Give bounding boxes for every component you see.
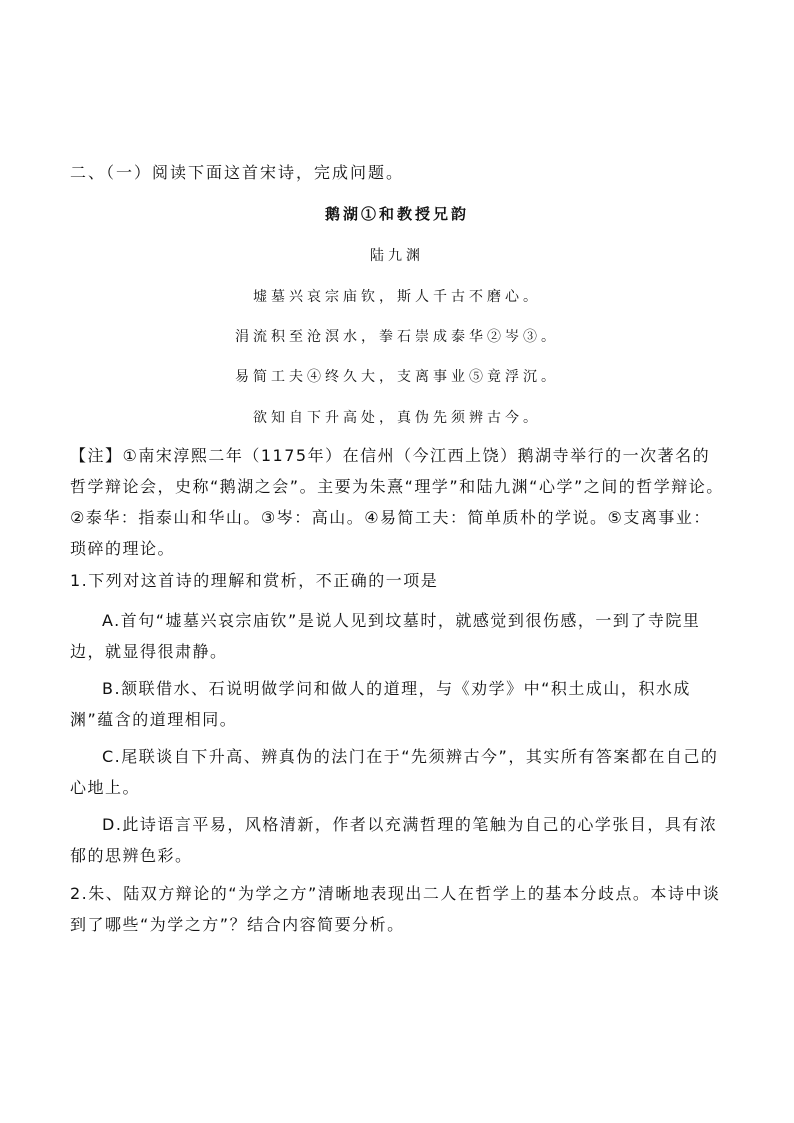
poem-line-4: 欲知自下升高处，真伪先须辨古今。 [253,410,541,426]
question-1-stem: 1.下列对这首诗的理解和赏析，不正确的一项是 [70,571,439,590]
poem-author: 陆九渊 [370,248,424,264]
poem-line-3: 易简工夫④终久大，支离事业⑤竟浮沉。 [235,369,559,385]
question-1-option-d: D.此诗语言平易，风格清新，作者以充满哲理的笔触为自己的心学张目，具有浓郁的思辨色彩。 [70,815,718,865]
annotation-note: 【注】①南宋淳熙二年（1175年）在信州（今江西上饶）鹅湖寺举行的一次著名的哲学辩论会，史称“鹅湖之会”。主要为朱熹“理学”和陆九渊“心学”之间的哲学辩论。②泰华：指泰山和华山。③岑：高山。④易简工夫：简单质朴的学说。⑤支离事业：琐碎的理论。 [70,446,724,558]
question-1-option-b: B.颔联借水、石说明做学问和做人的道理，与《劝学》中“积土成山，积水成渊”蕴含的道理相同。 [70,679,691,729]
section-heading: 二、（一）阅读下面这首宋诗，完成问题。 [70,163,405,182]
question-1-option-a: A.首句“墟墓兴哀宗庙钦”是说人见到坟墓时，就感觉到很伤感，一到了寺院里边，就显得很肃静。 [70,611,701,661]
poem-line-1: 墟墓兴哀宗庙钦，斯人千古不磨心。 [253,289,541,305]
poem-title: 鹅湖①和教授兄韵 [324,205,469,223]
poem-line-2: 涓流积至沧溟水，拳石崇成泰华②岑③。 [235,329,559,345]
question-1-option-c: C.尾联谈自下升高、辨真伪的法门在于“先须辨古今”，其实所有答案都在自己的心地上。 [70,747,719,797]
question-2-stem: 2.朱、陆双方辩论的“为学之方”清晰地表现出二人在哲学上的基本分歧点。本诗中谈到了哪些“为学之方”？结合内容简要分析。 [70,884,721,934]
